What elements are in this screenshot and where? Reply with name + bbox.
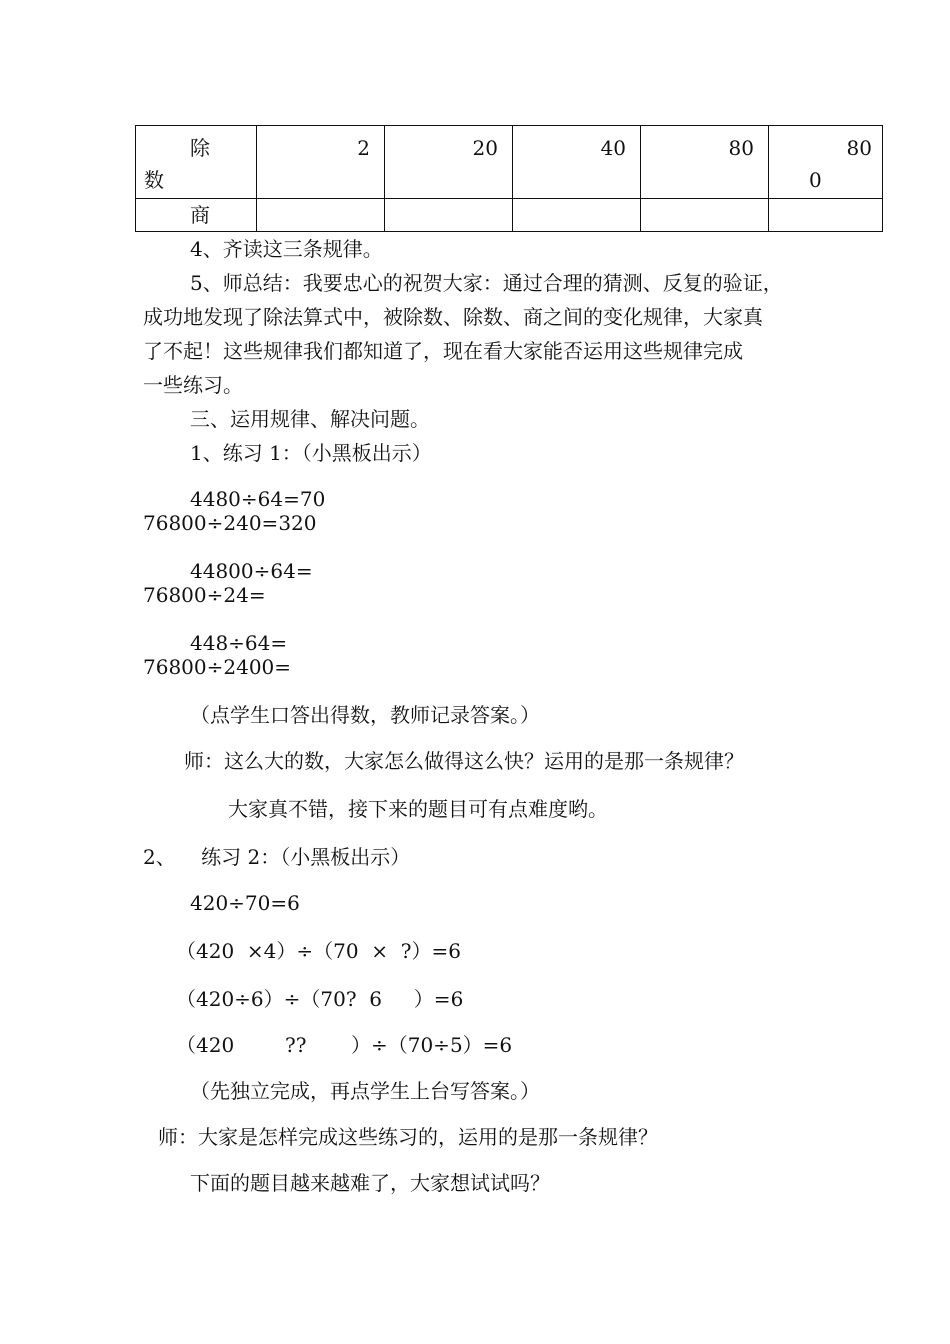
table-row-divisor (136, 126, 883, 199)
exercise-heading: 2、 练习 2：（小黑板出示） (143, 845, 411, 869)
paragraph-line: 师：大家是怎样完成这些练习的，运用的是那一条规律？ (158, 1125, 658, 1149)
equation-line: （420 ×4）÷（70 × ?）=6 (176, 939, 461, 963)
table-cell: 2 (257, 126, 385, 199)
table-cell-empty (769, 199, 883, 232)
table-cell: 40 (513, 126, 641, 199)
exercise-heading: 1、练习 1：（小黑板出示） (190, 441, 432, 465)
equation-line: 76800÷24= (143, 583, 266, 607)
paragraph-line: 下面的题目越来越难了，大家想试试吗？ (190, 1171, 550, 1195)
divisor-quotient-table (135, 125, 883, 232)
section-heading: 三、运用规律、解决问题。 (190, 407, 430, 431)
table-cell-empty (641, 199, 769, 232)
paragraph-line: 一些练习。 (143, 373, 243, 397)
table-cell: 20 (385, 126, 513, 199)
equation-line: （420÷6）÷（70? 6 ）=6 (176, 987, 464, 1011)
equation-line: 4480÷64=70 (190, 487, 326, 511)
equation-line: 44800÷64= (190, 559, 313, 583)
row-label-divisor: 除 数 (136, 126, 257, 199)
equation-line: 76800÷240=320 (143, 511, 317, 535)
paragraph-line: （先独立完成，再点学生上台写答案。） (190, 1079, 540, 1103)
table-cell-empty (257, 199, 385, 232)
equation-line: （420 ?? ）÷（70÷5）=6 (176, 1033, 513, 1057)
paragraph-line: （点学生口答出得数，教师记录答案。） (190, 703, 540, 727)
paragraph-line: 5、师总结：我要忠心的祝贺大家：通过合理的猜测、反复的验证， (190, 271, 783, 295)
equation-line: 448÷64= (190, 631, 288, 655)
paragraph-line: 了不起！这些规律我们都知道了，现在看大家能否运用这些规律完成 (143, 339, 743, 363)
paragraph-line: 师：这么大的数，大家怎么做得这么快？运用的是那一条规律？ (184, 749, 744, 773)
paragraph-line: 成功地发现了除法算式中，被除数、除数、商之间的变化规律，大家真 (143, 305, 763, 329)
table-row-quotient (136, 199, 883, 232)
equation-line: 76800÷2400= (143, 655, 292, 679)
paragraph-line: 大家真不错，接下来的题目可有点难度哟。 (228, 797, 608, 821)
table-cell-empty (513, 199, 641, 232)
paragraph-line: 4、齐读这三条规律。 (190, 237, 383, 261)
row-label-quotient: 商 (136, 199, 257, 232)
table-cell-empty (385, 199, 513, 232)
equation-line: 420÷70=6 (190, 891, 300, 915)
table-cell-wrapped: 80 0 (769, 126, 883, 199)
table-cell: 80 (641, 126, 769, 199)
